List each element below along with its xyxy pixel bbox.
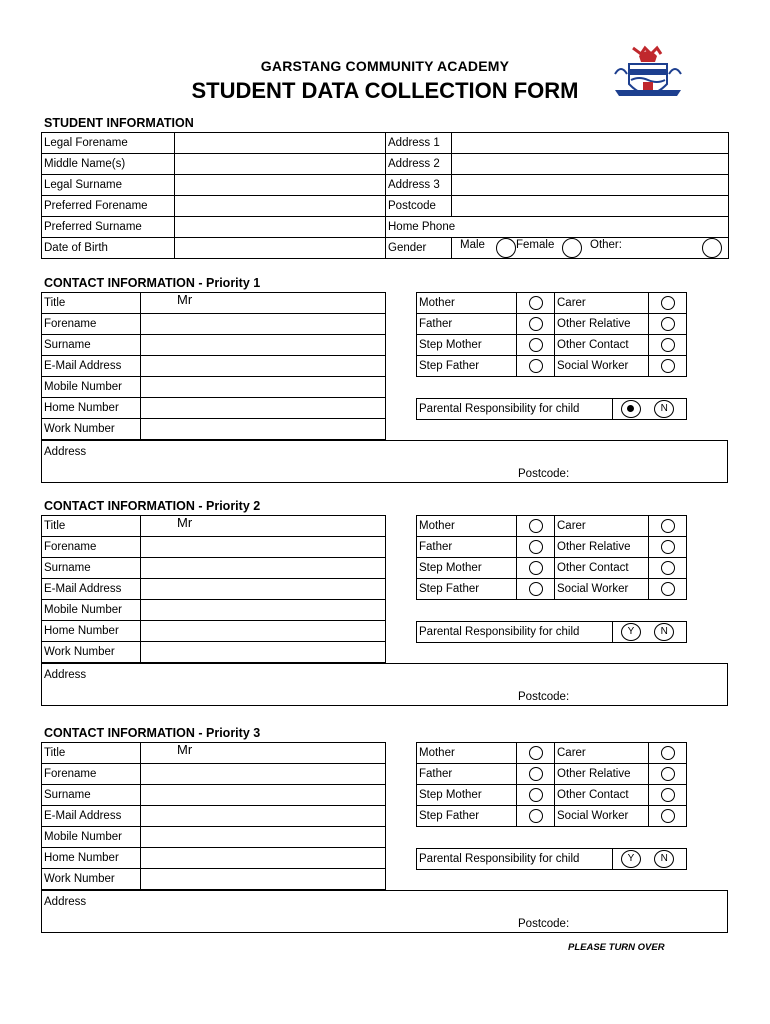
address2-field[interactable] [452, 154, 729, 175]
contact-3-relation-cell [649, 806, 687, 827]
contact-1-relation-cell [517, 293, 555, 314]
contact-1-relation-radio[interactable] [661, 296, 675, 310]
date-of-birth-field[interactable] [175, 238, 386, 259]
contact-3-detail-label: Forename [42, 764, 141, 785]
contact-2-relation-cell [517, 579, 555, 600]
contact-3-relation-radio[interactable] [529, 746, 543, 760]
contact-2-parental-label: Parental Responsibility for child [417, 622, 613, 643]
school-name: GARSTANG COMMUNITY ACADEMY [260, 58, 510, 74]
contact-1-relation-cell [517, 314, 555, 335]
contact-2-parental-yes-radio[interactable] [621, 623, 641, 641]
gender-other-label: Other: [590, 239, 622, 251]
address1-field[interactable] [452, 133, 729, 154]
contact-1-postcode-label: Postcode: [518, 468, 570, 480]
contact-2-relation-cell [517, 537, 555, 558]
contact-1-relation-radio[interactable] [529, 359, 543, 373]
contact-2-title-field[interactable] [141, 516, 386, 537]
contact-2-parental-table [416, 621, 687, 643]
contact-2-parental-yes-label: Y [627, 626, 635, 637]
contact-2-relation-radio[interactable] [661, 582, 675, 596]
contact-1-relation-radio[interactable] [661, 338, 675, 352]
contact-1-detail-field[interactable] [141, 314, 386, 335]
contact-1-parental-options [613, 399, 687, 420]
contact-1-relation-radio[interactable] [529, 338, 543, 352]
contact-1-relation-label: Step Father [417, 356, 517, 377]
contact-3-relation-cell [517, 743, 555, 764]
contact-3-detail-field[interactable] [141, 848, 386, 869]
contact-2-detail-field[interactable] [141, 642, 386, 663]
contact-3-detail-label: E-Mail Address [42, 806, 141, 827]
contact-3-relation-radio[interactable] [661, 809, 675, 823]
contact-3-relation-radio[interactable] [661, 788, 675, 802]
contact-2-title-value: Mr [177, 515, 193, 530]
contact-3-parental-no-label: N [660, 853, 668, 864]
contact-2-heading: CONTACT INFORMATION - Priority 2 [44, 499, 261, 513]
contact-3-address-label: Address [44, 896, 87, 908]
contact-1-relation-label: Other Relative [555, 314, 649, 335]
gender-label: Gender [386, 238, 452, 259]
contact-1-relation-radio[interactable] [529, 296, 543, 310]
contact-3-parental-table [416, 848, 687, 870]
contact-2-detail-label: Title [42, 516, 141, 537]
contact-2-relation-radio[interactable] [529, 561, 543, 575]
contact-3-detail-label: Home Number [42, 848, 141, 869]
legal-forename-field[interactable] [175, 133, 386, 154]
contact-3-detail-field[interactable] [141, 869, 386, 890]
contact-2-relation-radio[interactable] [529, 540, 543, 554]
contact-2-relation-label: Father [417, 537, 517, 558]
contact-1-detail-label: E-Mail Address [42, 356, 141, 377]
contact-1-title-value: Mr [177, 292, 193, 307]
contact-2-postcode-label: Postcode: [518, 691, 570, 703]
contact-3-relation-radio[interactable] [529, 809, 543, 823]
contact-3-parental-yes-label: Y [627, 853, 635, 864]
contact-1-relation-label: Carer [555, 293, 649, 314]
contact-3-heading: CONTACT INFORMATION - Priority 3 [44, 726, 261, 740]
contact-1-relation-table [416, 292, 687, 377]
contact-3-address-box[interactable] [41, 890, 728, 933]
preferred-forename-field[interactable] [175, 196, 386, 217]
contact-3-title-field[interactable] [141, 743, 386, 764]
contact-2-relation-label: Other Relative [555, 537, 649, 558]
gender-options [452, 238, 729, 259]
gender-female-radio[interactable] [562, 238, 582, 258]
contact-3-relation-label: Mother [417, 743, 517, 764]
address2-label: Address 2 [386, 154, 452, 175]
contact-1-relation-radio[interactable] [661, 359, 675, 373]
contact-1-detail-field[interactable] [141, 356, 386, 377]
contact-2-relation-cell [649, 558, 687, 579]
contact-3-parental-no-radio[interactable] [654, 850, 674, 868]
contact-2-detail-field[interactable] [141, 600, 386, 621]
legal-surname-field[interactable] [175, 175, 386, 196]
contact-2-relation-label: Mother [417, 516, 517, 537]
gender-other-radio[interactable] [702, 238, 722, 258]
middle-names-label: Middle Name(s) [42, 154, 175, 175]
contact-3-detail-field[interactable] [141, 827, 386, 848]
contact-1-parental-no-label: N [660, 403, 668, 414]
contact-3-detail-field[interactable] [141, 764, 386, 785]
contact-3-relation-label: Step Father [417, 806, 517, 827]
contact-1-detail-label: Forename [42, 314, 141, 335]
contact-2-relation-radio[interactable] [661, 519, 675, 533]
home-phone-field[interactable] [386, 217, 729, 238]
postcode-label: Postcode [386, 196, 452, 217]
home-phone-label: Home Phone [388, 221, 456, 233]
contact-1-detail-field[interactable] [141, 377, 386, 398]
student-info-table [41, 132, 729, 259]
legal-surname-label: Legal Surname [42, 175, 175, 196]
contact-3-title-value: Mr [177, 742, 193, 757]
contact-3-detail-field[interactable] [141, 785, 386, 806]
date-of-birth-label: Date of Birth [42, 238, 175, 259]
contact-2-relation-radio[interactable] [661, 540, 675, 554]
contact-3-relation-label: Father [417, 764, 517, 785]
preferred-surname-field[interactable] [175, 217, 386, 238]
contact-2-detail-label: Mobile Number [42, 600, 141, 621]
address3-field[interactable] [452, 175, 729, 196]
contact-1-relation-label: Other Contact [555, 335, 649, 356]
contact-1-parental-no-radio[interactable] [654, 400, 674, 418]
contact-1-relation-cell [517, 335, 555, 356]
contact-2-detail-label: E-Mail Address [42, 579, 141, 600]
contact-1-parental-table [416, 398, 687, 420]
contact-1-relation-cell [649, 356, 687, 377]
contact-2-relation-radio[interactable] [661, 561, 675, 575]
contact-3-parental-yes-radio[interactable] [621, 850, 641, 868]
contact-1-relation-cell [649, 293, 687, 314]
contact-2-relation-cell [517, 558, 555, 579]
contact-3-relation-cell [517, 764, 555, 785]
contact-1-details-table [41, 292, 386, 440]
contact-1-relation-label: Social Worker [555, 356, 649, 377]
contact-1-relation-label: Mother [417, 293, 517, 314]
contact-1-relation-cell [649, 314, 687, 335]
please-turn-over: PLEASE TURN OVER [568, 942, 665, 953]
contact-2-parental-no-label: N [660, 626, 668, 637]
address3-label: Address 3 [386, 175, 452, 196]
contact-3-relation-cell [649, 764, 687, 785]
contact-3-detail-label: Mobile Number [42, 827, 141, 848]
contact-1-title-field[interactable] [141, 293, 386, 314]
contact-1-detail-label: Work Number [42, 419, 141, 440]
gender-female-label: Female [516, 239, 555, 251]
contact-2-relation-label: Carer [555, 516, 649, 537]
contact-2-detail-label: Work Number [42, 642, 141, 663]
contact-3-parental-options [613, 849, 687, 870]
contact-2-detail-field[interactable] [141, 558, 386, 579]
contact-3-relation-label: Step Mother [417, 785, 517, 806]
contact-1-parental-label: Parental Responsibility for child [417, 399, 613, 420]
contact-1-detail-label: Mobile Number [42, 377, 141, 398]
contact-1-address-label: Address [44, 446, 87, 458]
contact-3-relation-radio[interactable] [529, 788, 543, 802]
legal-forename-label: Legal Forename [42, 133, 175, 154]
contact-2-relation-radio[interactable] [529, 519, 543, 533]
contact-2-relation-cell [649, 516, 687, 537]
contact-3-relation-cell [649, 743, 687, 764]
contact-3-relation-cell [649, 785, 687, 806]
contact-1-heading: CONTACT INFORMATION - Priority 1 [44, 276, 261, 290]
contact-3-postcode-label: Postcode: [518, 918, 570, 930]
contact-1-relation-radio[interactable] [529, 317, 543, 331]
contact-1-detail-field[interactable] [141, 398, 386, 419]
contact-2-relation-cell [649, 579, 687, 600]
contact-2-relation-label: Social Worker [555, 579, 649, 600]
contact-2-detail-label: Surname [42, 558, 141, 579]
contact-2-detail-label: Home Number [42, 621, 141, 642]
contact-3-relation-label: Other Relative [555, 764, 649, 785]
contact-2-detail-field[interactable] [141, 621, 386, 642]
contact-3-detail-label: Title [42, 743, 141, 764]
contact-2-relation-cell [517, 516, 555, 537]
contact-1-address-box[interactable] [41, 440, 728, 483]
preferred-forename-label: Preferred Forename [42, 196, 175, 217]
contact-3-relation-table [416, 742, 687, 827]
contact-1-detail-label: Title [42, 293, 141, 314]
contact-2-relation-label: Step Father [417, 579, 517, 600]
contact-3-relation-radio[interactable] [529, 767, 543, 781]
gender-male-label: Male [460, 239, 485, 251]
contact-3-detail-label: Surname [42, 785, 141, 806]
contact-1-parental-yes-radio[interactable] [621, 400, 641, 418]
contact-2-parental-no-radio[interactable] [654, 623, 674, 641]
preferred-surname-label: Preferred Surname [42, 217, 175, 238]
contact-2-address-label: Address [44, 669, 87, 681]
contact-1-detail-label: Surname [42, 335, 141, 356]
contact-1-relation-cell [517, 356, 555, 377]
contact-1-relation-label: Father [417, 314, 517, 335]
contact-2-parental-options [613, 622, 687, 643]
contact-3-relation-radio[interactable] [661, 767, 675, 781]
contact-1-detail-label: Home Number [42, 398, 141, 419]
contact-3-relation-label: Social Worker [555, 806, 649, 827]
gender-male-radio[interactable] [496, 238, 516, 258]
contact-3-relation-cell [517, 806, 555, 827]
contact-3-detail-field[interactable] [141, 806, 386, 827]
contact-2-address-box[interactable] [41, 663, 728, 706]
contact-2-detail-field[interactable] [141, 537, 386, 558]
contact-1-detail-field[interactable] [141, 419, 386, 440]
middle-names-field[interactable] [175, 154, 386, 175]
contact-3-relation-radio[interactable] [661, 746, 675, 760]
contact-1-relation-cell [649, 335, 687, 356]
postcode-field[interactable] [452, 196, 729, 217]
contact-1-relation-radio[interactable] [661, 317, 675, 331]
contact-2-relation-table [416, 515, 687, 600]
contact-2-relation-label: Step Mother [417, 558, 517, 579]
contact-3-relation-label: Other Contact [555, 785, 649, 806]
form-title: STUDENT DATA COLLECTION FORM [191, 78, 579, 103]
contact-1-detail-field[interactable] [141, 335, 386, 356]
student-section-heading: STUDENT INFORMATION [44, 116, 194, 130]
contact-3-relation-cell [517, 785, 555, 806]
contact-3-relation-label: Carer [555, 743, 649, 764]
contact-1-relation-label: Step Mother [417, 335, 517, 356]
address1-label: Address 1 [386, 133, 452, 154]
contact-2-relation-cell [649, 537, 687, 558]
contact-2-relation-label: Other Contact [555, 558, 649, 579]
contact-2-details-table [41, 515, 386, 663]
contact-2-relation-radio[interactable] [529, 582, 543, 596]
contact-2-detail-field[interactable] [141, 579, 386, 600]
contact-3-detail-label: Work Number [42, 869, 141, 890]
school-crest-icon [611, 44, 685, 110]
contact-2-detail-label: Forename [42, 537, 141, 558]
contact-3-parental-label: Parental Responsibility for child [417, 849, 613, 870]
contact-3-details-table [41, 742, 386, 890]
